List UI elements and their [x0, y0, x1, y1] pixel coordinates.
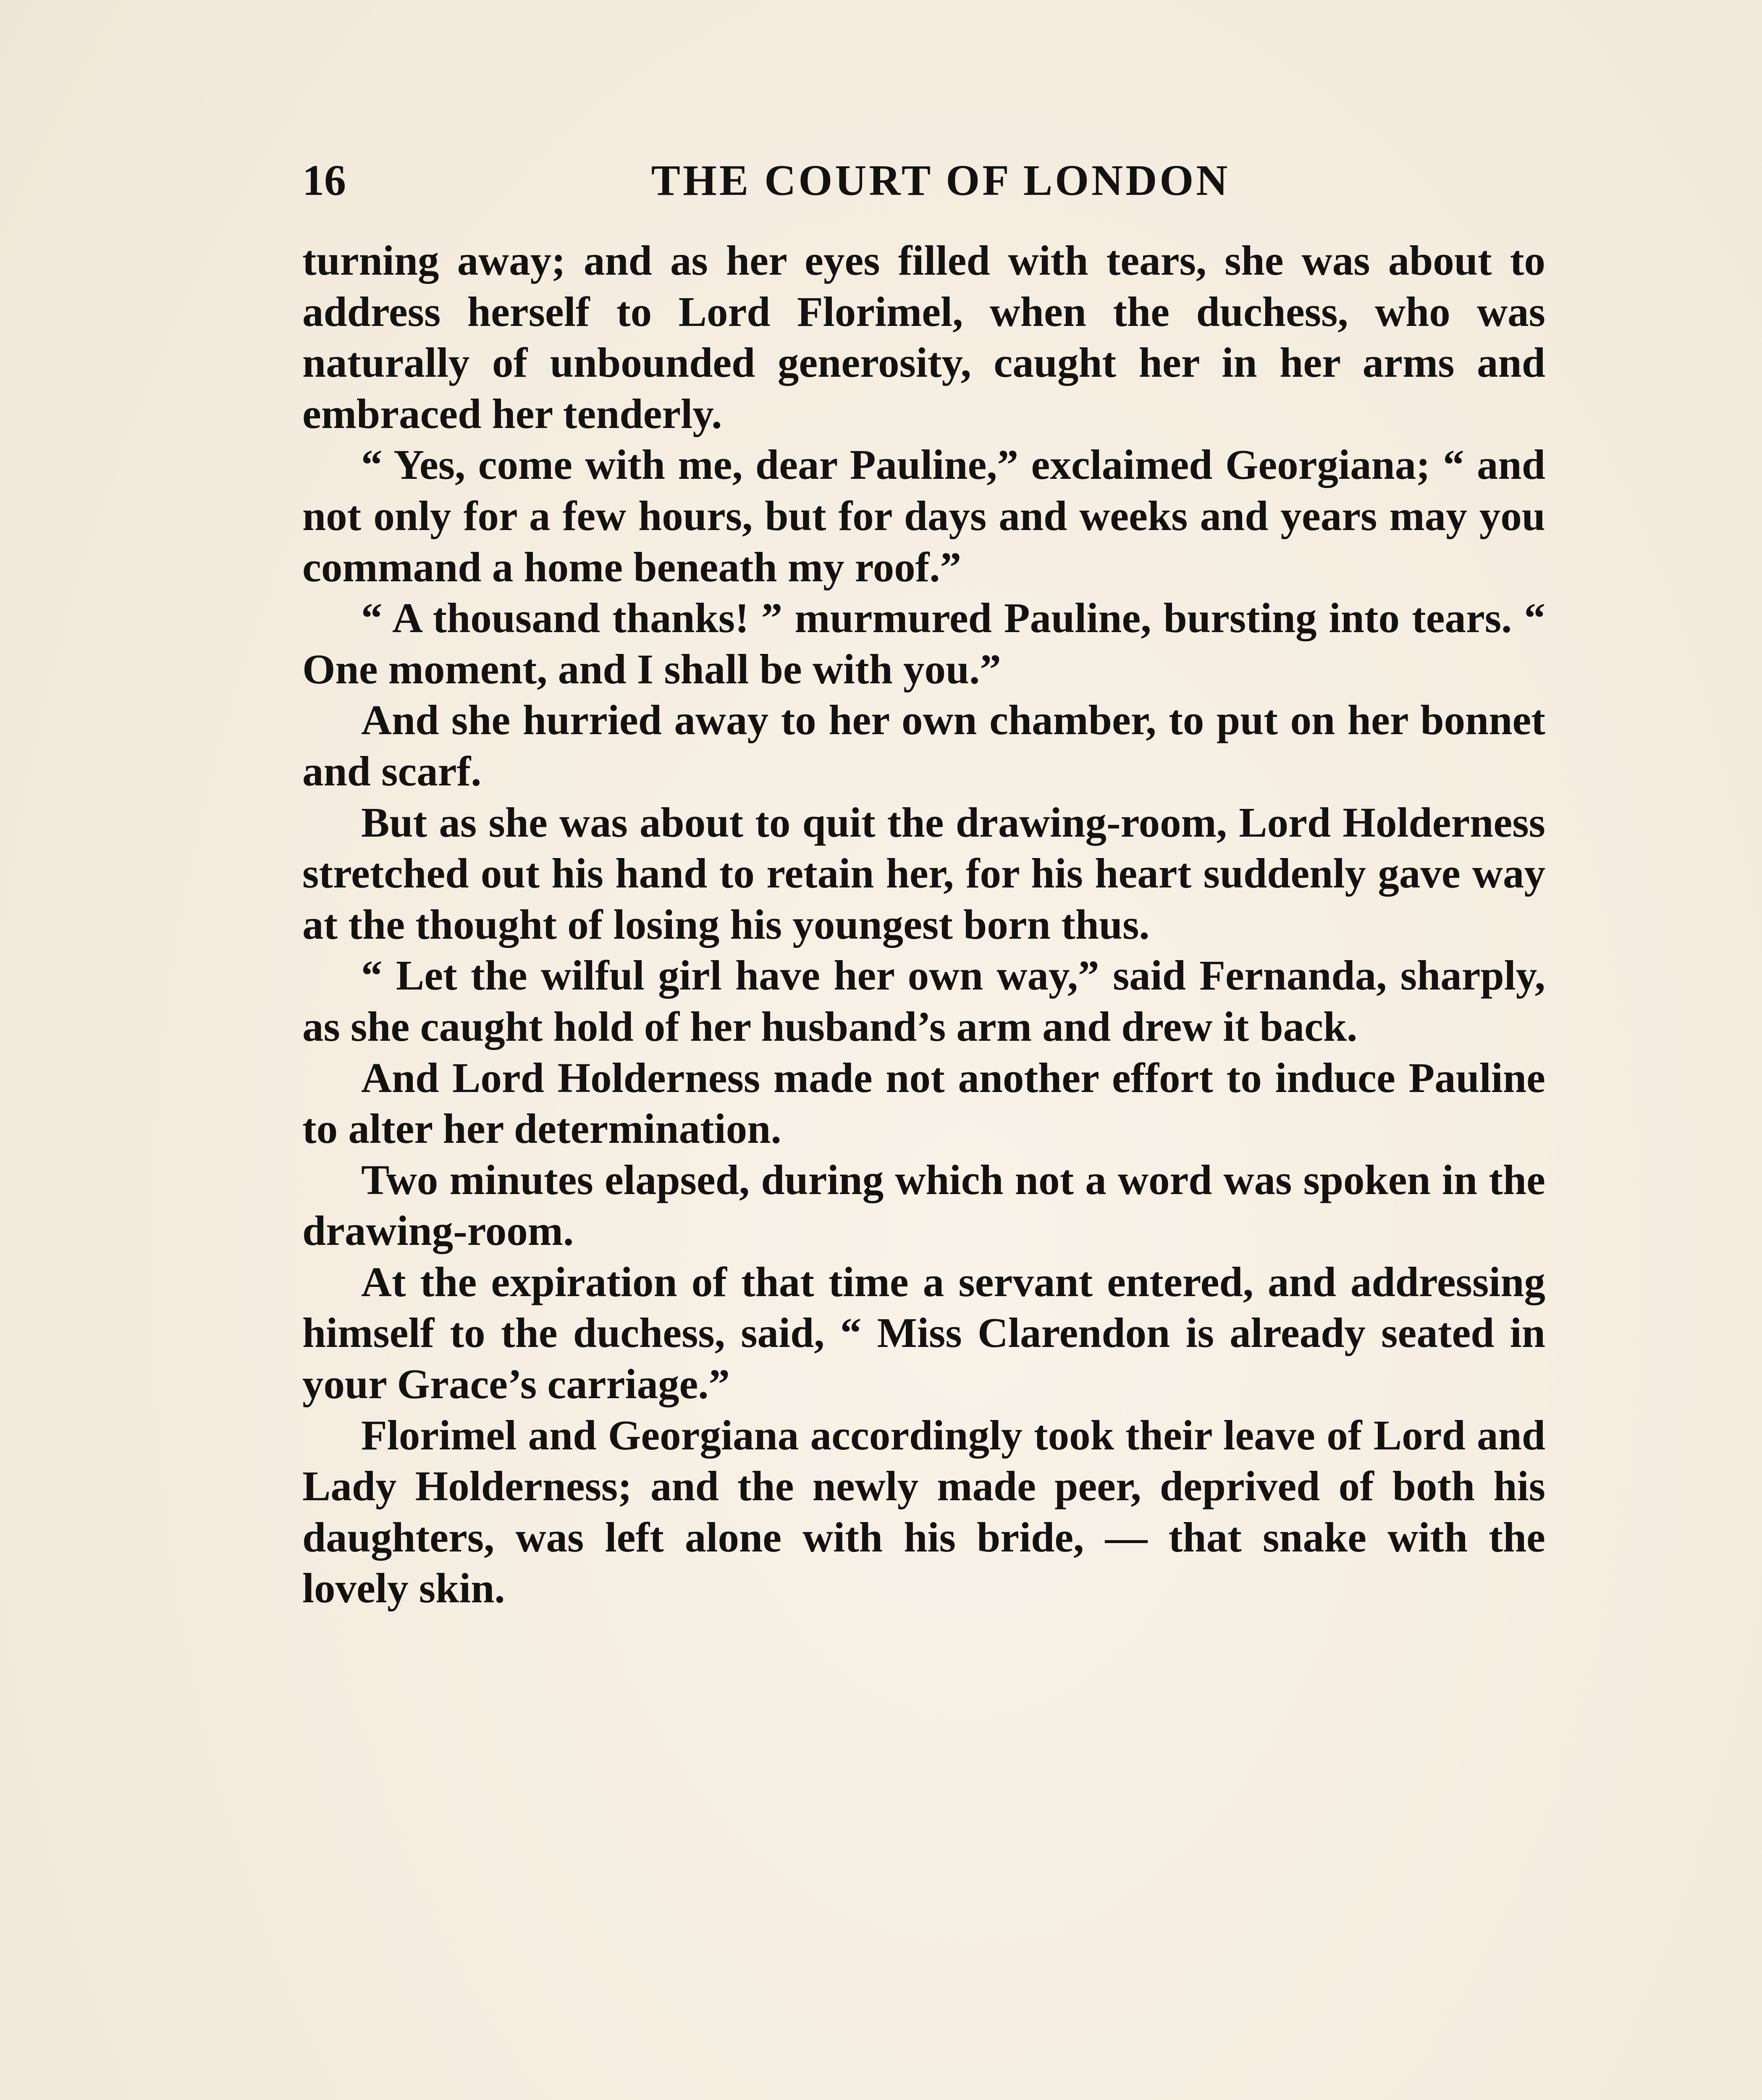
paragraph: “ Let the wilful girl have her own way,” said Fernanda, sharply, as she caught hold of her husband’s arm and drew it back. — [302, 952, 1545, 1050]
page-header — [302, 151, 1545, 210]
paragraph: Florimel and Georgiana accordingly took their leave of Lord and Lady Holderness; and the newly made peer, deprived of both his daughters, was left alone with his bride, — that snake with the lovely skin. — [302, 1411, 1545, 1612]
paragraph: But as she was about to quit the drawing-room, Lord Holderness stretched out his hand to retain her, for his heart suddenly gave way at the thought of losing his youngest born thus. — [302, 798, 1545, 948]
paragraph: “ A thousand thanks! ” murmured Pauline, bursting into tears. “ One moment, and I shall be with you.” — [302, 594, 1545, 693]
running-head: THE COURT OF LONDON — [651, 156, 1230, 205]
page-number: 16 — [302, 156, 346, 205]
body-text — [302, 235, 1545, 1614]
paragraph: And she hurried away to her own chamber, to put on her bonnet and scarf. — [302, 696, 1545, 795]
paragraph: Two minutes elapsed, during which not a word was spoken in the drawing-room. — [302, 1156, 1545, 1255]
paragraph: turning away; and as her eyes filled with tears, she was about to address herself to Lord Florimel, when the duchess, who was naturally of unbounded generosity, caught her in her arms and embraced her tenderly. — [302, 237, 1545, 437]
paragraph: At the expiration of that time a servant entered, and addressing himself to the duchess, said, “ Miss Clarendon is already seated in your Grace’s carriage.” — [302, 1258, 1545, 1408]
paragraph: And Lord Holderness made not another effort to induce Pauline to alter her determination. — [302, 1054, 1545, 1152]
paragraph: “ Yes, come with me, dear Pauline,” exclaimed Georgiana; “ and not only for a few hours, but for days and weeks and years may you command a home beneath my roof.” — [302, 441, 1545, 591]
